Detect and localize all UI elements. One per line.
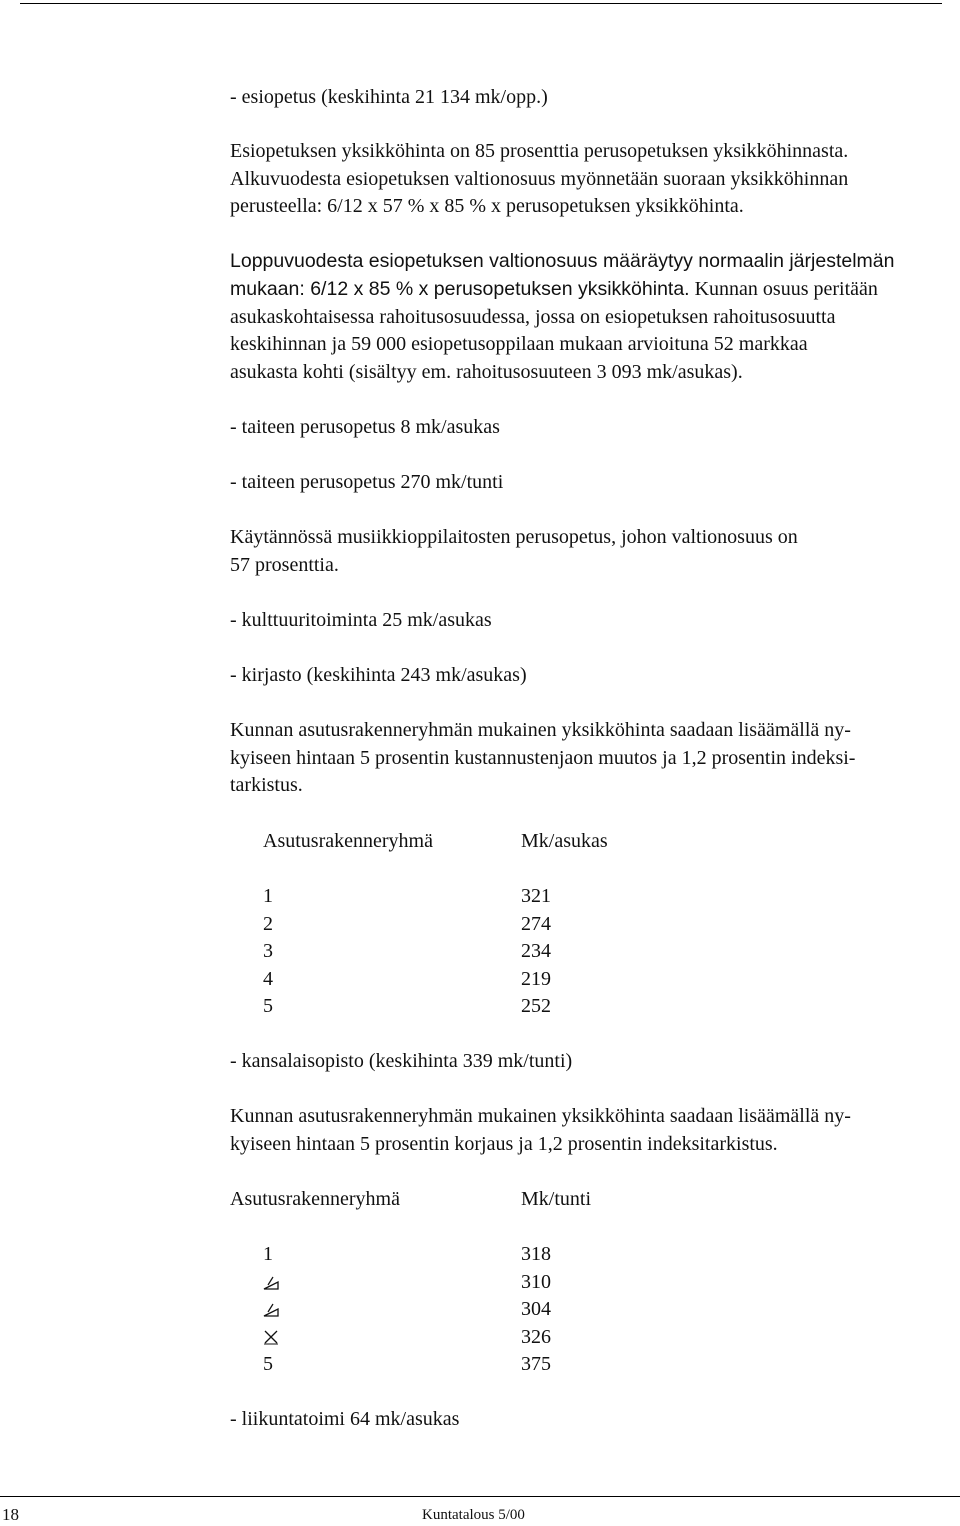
paragraph-line: asukasta kohti (sisältyy em. rahoitusosuuteen 3 093 mk/asukas).	[230, 361, 743, 383]
corrupted-glyph-triangle-icon	[263, 1274, 279, 1290]
table1-header-value: Mk/asukas	[521, 830, 608, 852]
paragraph-line: 57 prosenttia.	[230, 554, 339, 576]
top-rule	[20, 3, 942, 4]
table2-header-value: Mk/tunti	[521, 1188, 592, 1210]
table1-row-value: 219	[521, 968, 551, 990]
paragraph-line	[230, 276, 878, 302]
table2-row-group: 1	[263, 1243, 273, 1265]
paragraph-line: Esiopetuksen yksikköhinta on 85 prosenttia perusopetuksen yksikköhinnasta.	[230, 140, 849, 162]
paragraph-line-serif-part: Kunnan osuus peritään	[694, 278, 878, 300]
paragraph-line: Kunnan asutusrakenneryhmän mukainen yksikköhinta saadaan lisäämällä ny-	[230, 719, 851, 741]
paragraph-line: Käytännössä musiikkioppilaitosten perusopetus, johon valtionosuus on	[230, 526, 798, 548]
publication-name: Kuntatalous 5/00	[422, 1507, 525, 1523]
table1-row-group: 5	[263, 995, 273, 1017]
table1-header-group: Asutusrakenneryhmä	[263, 830, 433, 852]
paragraph-line: perusteella: 6/12 x 57 % x 85 % x perusopetuksen yksikköhinta.	[230, 195, 744, 217]
paragraph-line: Loppuvuodesta esiopetuksen valtionosuus määräytyy normaalin järjestelmän	[230, 250, 895, 272]
table1-row-value: 321	[521, 885, 551, 907]
paragraph-line: Alkuvuodesta esiopetuksen valtionosuus myönnetään suoraan yksikköhinnan	[230, 168, 849, 190]
table1-row-value: 252	[521, 995, 551, 1017]
kansalaisopisto-item: - kansalaisopisto (keskihinta 339 mk/tunti)	[230, 1050, 573, 1072]
paragraph-line: tarkistus.	[230, 774, 303, 796]
paragraph-line: keskihinnan ja 59 000 esiopetusoppilaan mukaan arvioituna 52 markkaa	[230, 333, 808, 355]
table2-row-value: 318	[521, 1243, 551, 1265]
paragraph-line: asukaskohtaisessa rahoitusosuudessa, jossa on esiopetuksen rahoitusosuutta	[230, 306, 836, 328]
table1-row-group: 3	[263, 940, 273, 962]
corrupted-glyph-cross-icon	[263, 1329, 279, 1345]
liikuntatoimi-item: - liikuntatoimi 64 mk/asukas	[230, 1408, 460, 1430]
taiteen-perusopetus-asukas: - taiteen perusopetus 8 mk/asukas	[230, 416, 500, 438]
taiteen-perusopetus-tunti: - taiteen perusopetus 270 mk/tunti	[230, 471, 504, 493]
paragraph-line: Kunnan asutusrakenneryhmän mukainen yksikköhinta saadaan lisäämällä ny-	[230, 1105, 851, 1127]
esiopetus-heading: - esiopetus (keskihinta 21 134 mk/opp.)	[230, 86, 548, 108]
paragraph-line-sans-part: mukaan: 6/12 x 85 % x perusopetuksen yksikköhinta.	[230, 278, 690, 300]
paragraph-line: kyiseen hintaan 5 prosentin kustannustenjaon muutos ja 1,2 prosentin indeksi-	[230, 747, 856, 769]
table1-row-value: 234	[521, 940, 551, 962]
paragraph-line: kyiseen hintaan 5 prosentin korjaus ja 1,2 prosentin indeksitarkistus.	[230, 1133, 778, 1155]
table1-row-value: 274	[521, 913, 551, 935]
table2-row-value: 375	[521, 1353, 551, 1375]
table2-row-group: 5	[263, 1353, 273, 1375]
table1-row-group: 1	[263, 885, 273, 907]
table1-row-group: 4	[263, 968, 273, 990]
table2-row-value: 326	[521, 1326, 551, 1348]
footer-rule	[0, 1496, 960, 1497]
corrupted-glyph-triangle-icon	[263, 1301, 279, 1317]
table2-header-group: Asutusrakenneryhmä	[230, 1188, 400, 1210]
table2-row-value: 310	[521, 1271, 551, 1293]
kirjasto-item: - kirjasto (keskihinta 243 mk/asukas)	[230, 664, 527, 686]
table2-row-value: 304	[521, 1298, 551, 1320]
table1-row-group: 2	[263, 913, 273, 935]
page-number: 18	[2, 1505, 19, 1524]
kulttuuritoiminta-item: - kulttuuritoiminta 25 mk/asukas	[230, 609, 492, 631]
